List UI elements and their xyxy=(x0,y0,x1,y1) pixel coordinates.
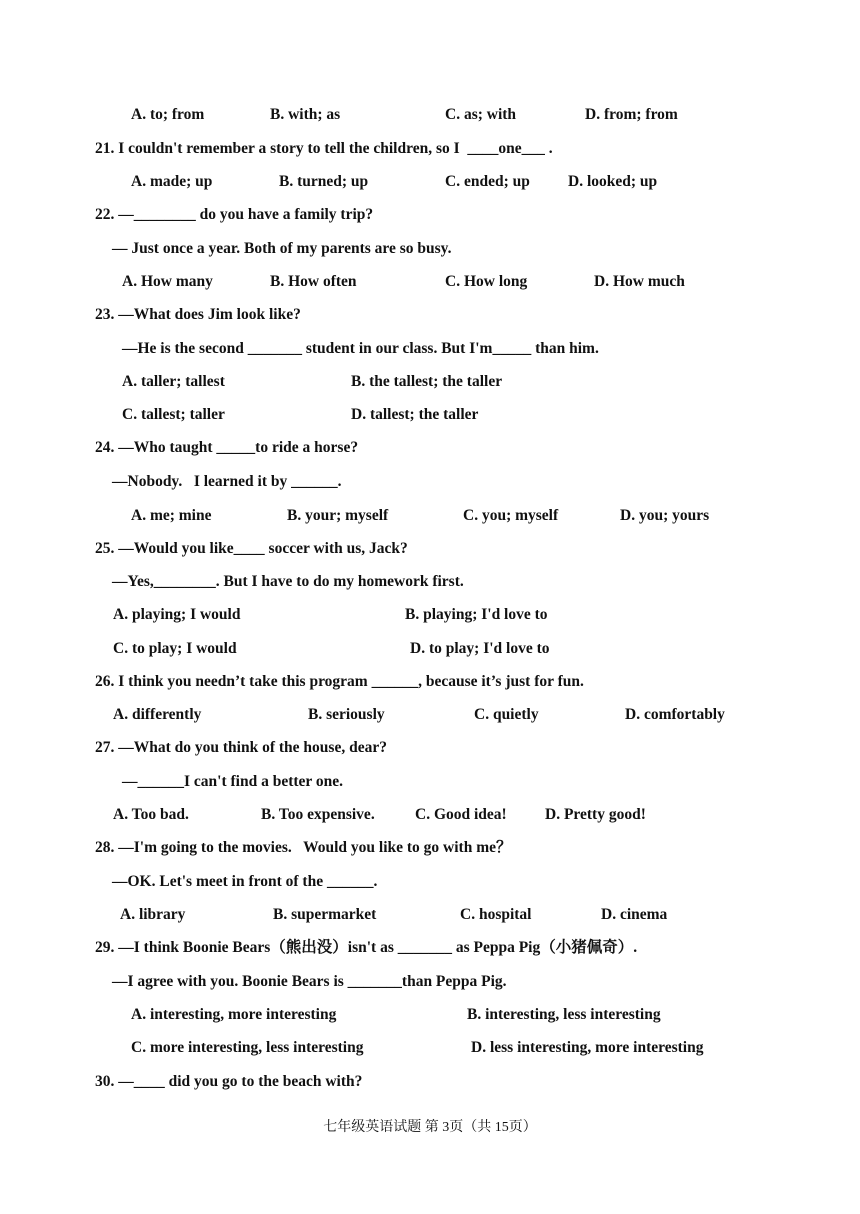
q23-option-b: B. the tallest; the taller xyxy=(351,373,503,390)
q28-option-c: C. hospital xyxy=(460,906,532,923)
q21-option-c: C. ended; up xyxy=(445,173,530,190)
q23-option-a: A. taller; tallest xyxy=(122,373,225,390)
q20-option-d: D. from; from xyxy=(585,106,678,123)
q23-reply: —He is the second _______ student in our class. But I'm_____ than him. xyxy=(122,340,599,357)
q20-option-c: C. as; with xyxy=(445,106,517,123)
q25-option-d: D. to play; I'd love to xyxy=(410,640,550,657)
q28-option-a: A. library xyxy=(120,906,186,923)
q25-reply: —Yes,________. But I have to do my homework first. xyxy=(112,573,464,590)
q26-option-a: A. differently xyxy=(113,706,202,723)
q27-option-d: D. Pretty good! xyxy=(545,806,646,823)
q26-option-b: B. seriously xyxy=(308,706,385,723)
q25-stem: 25. —Would you like____ soccer with us, Jack? xyxy=(95,540,408,557)
q24-option-a: A. me; mine xyxy=(131,507,212,524)
q21-option-b: B. turned; up xyxy=(279,173,369,190)
q29-reply: —I agree with you. Boonie Bears is _______than Peppa Pig. xyxy=(112,973,507,990)
q25-option-b: B. playing; I'd love to xyxy=(405,606,548,623)
q27-reply: —______I can't find a better one. xyxy=(122,773,344,790)
q24-stem: 24. —Who taught _____to ride a horse? xyxy=(95,439,359,456)
q28-option-d: D. cinema xyxy=(601,906,668,923)
q23-option-d: D. tallest; the taller xyxy=(351,406,479,423)
q29-stem: 29. —I think Boonie Bears（熊出没）isn't as _______ as Peppa Pig（小猪佩奇）. xyxy=(95,939,638,956)
q24-option-b: B. your; myself xyxy=(287,507,389,524)
q27-option-a: A. Too bad. xyxy=(113,806,189,823)
q26-option-c: C. quietly xyxy=(474,706,539,723)
q24-option-c: C. you; myself xyxy=(463,507,559,524)
q21-option-a: A. made; up xyxy=(131,173,213,190)
q24-reply: —Nobody. I learned it by ______. xyxy=(112,473,342,490)
q28-option-b: B. supermarket xyxy=(273,906,377,923)
q21-stem: 21. I couldn't remember a story to tell the children, so I ____one___ . xyxy=(95,140,553,157)
q26-stem: 26. I think you needn’t take this program ______, because it’s just for fun. xyxy=(95,673,584,690)
q28-reply: —OK. Let's meet in front of the ______. xyxy=(112,873,378,890)
q28-stem: 28. —I'm going to the movies. Would you like to go with me？ xyxy=(95,839,512,856)
q20-option-b: B. with; as xyxy=(270,106,341,123)
q23-option-c: C. tallest; taller xyxy=(122,406,225,423)
q23-stem: 23. —What does Jim look like? xyxy=(95,306,301,323)
q29-option-d: D. less interesting, more interesting xyxy=(471,1039,704,1056)
q21-option-d: D. looked; up xyxy=(568,173,658,190)
q25-option-a: A. playing; I would xyxy=(113,606,241,623)
q29-option-b: B. interesting, less interesting xyxy=(467,1006,661,1023)
q22-option-c: C. How long xyxy=(445,273,528,290)
q27-option-b: B. Too expensive. xyxy=(261,806,375,823)
q25-option-c: C. to play; I would xyxy=(113,640,237,657)
q27-option-c: C. Good idea! xyxy=(415,806,507,823)
q22-option-d: D. How much xyxy=(594,273,685,290)
page-footer: 七年级英语试题 第 3页（共 15页） xyxy=(323,1120,537,1135)
q20-option-a: A. to; from xyxy=(131,106,205,123)
q29-option-a: A. interesting, more interesting xyxy=(131,1006,337,1023)
q22-reply: — Just once a year. Both of my parents are so busy. xyxy=(112,240,452,257)
q22-option-a: A. How many xyxy=(122,273,213,290)
q29-option-c: C. more interesting, less interesting xyxy=(131,1039,364,1056)
q22-option-b: B. How often xyxy=(270,273,357,290)
q26-option-d: D. comfortably xyxy=(625,706,725,723)
q27-stem: 27. —What do you think of the house, dear? xyxy=(95,739,387,756)
q24-option-d: D. you; yours xyxy=(620,507,710,524)
q30-stem: 30. —____ did you go to the beach with? xyxy=(95,1073,363,1090)
q22-stem: 22. —________ do you have a family trip? xyxy=(95,206,374,223)
